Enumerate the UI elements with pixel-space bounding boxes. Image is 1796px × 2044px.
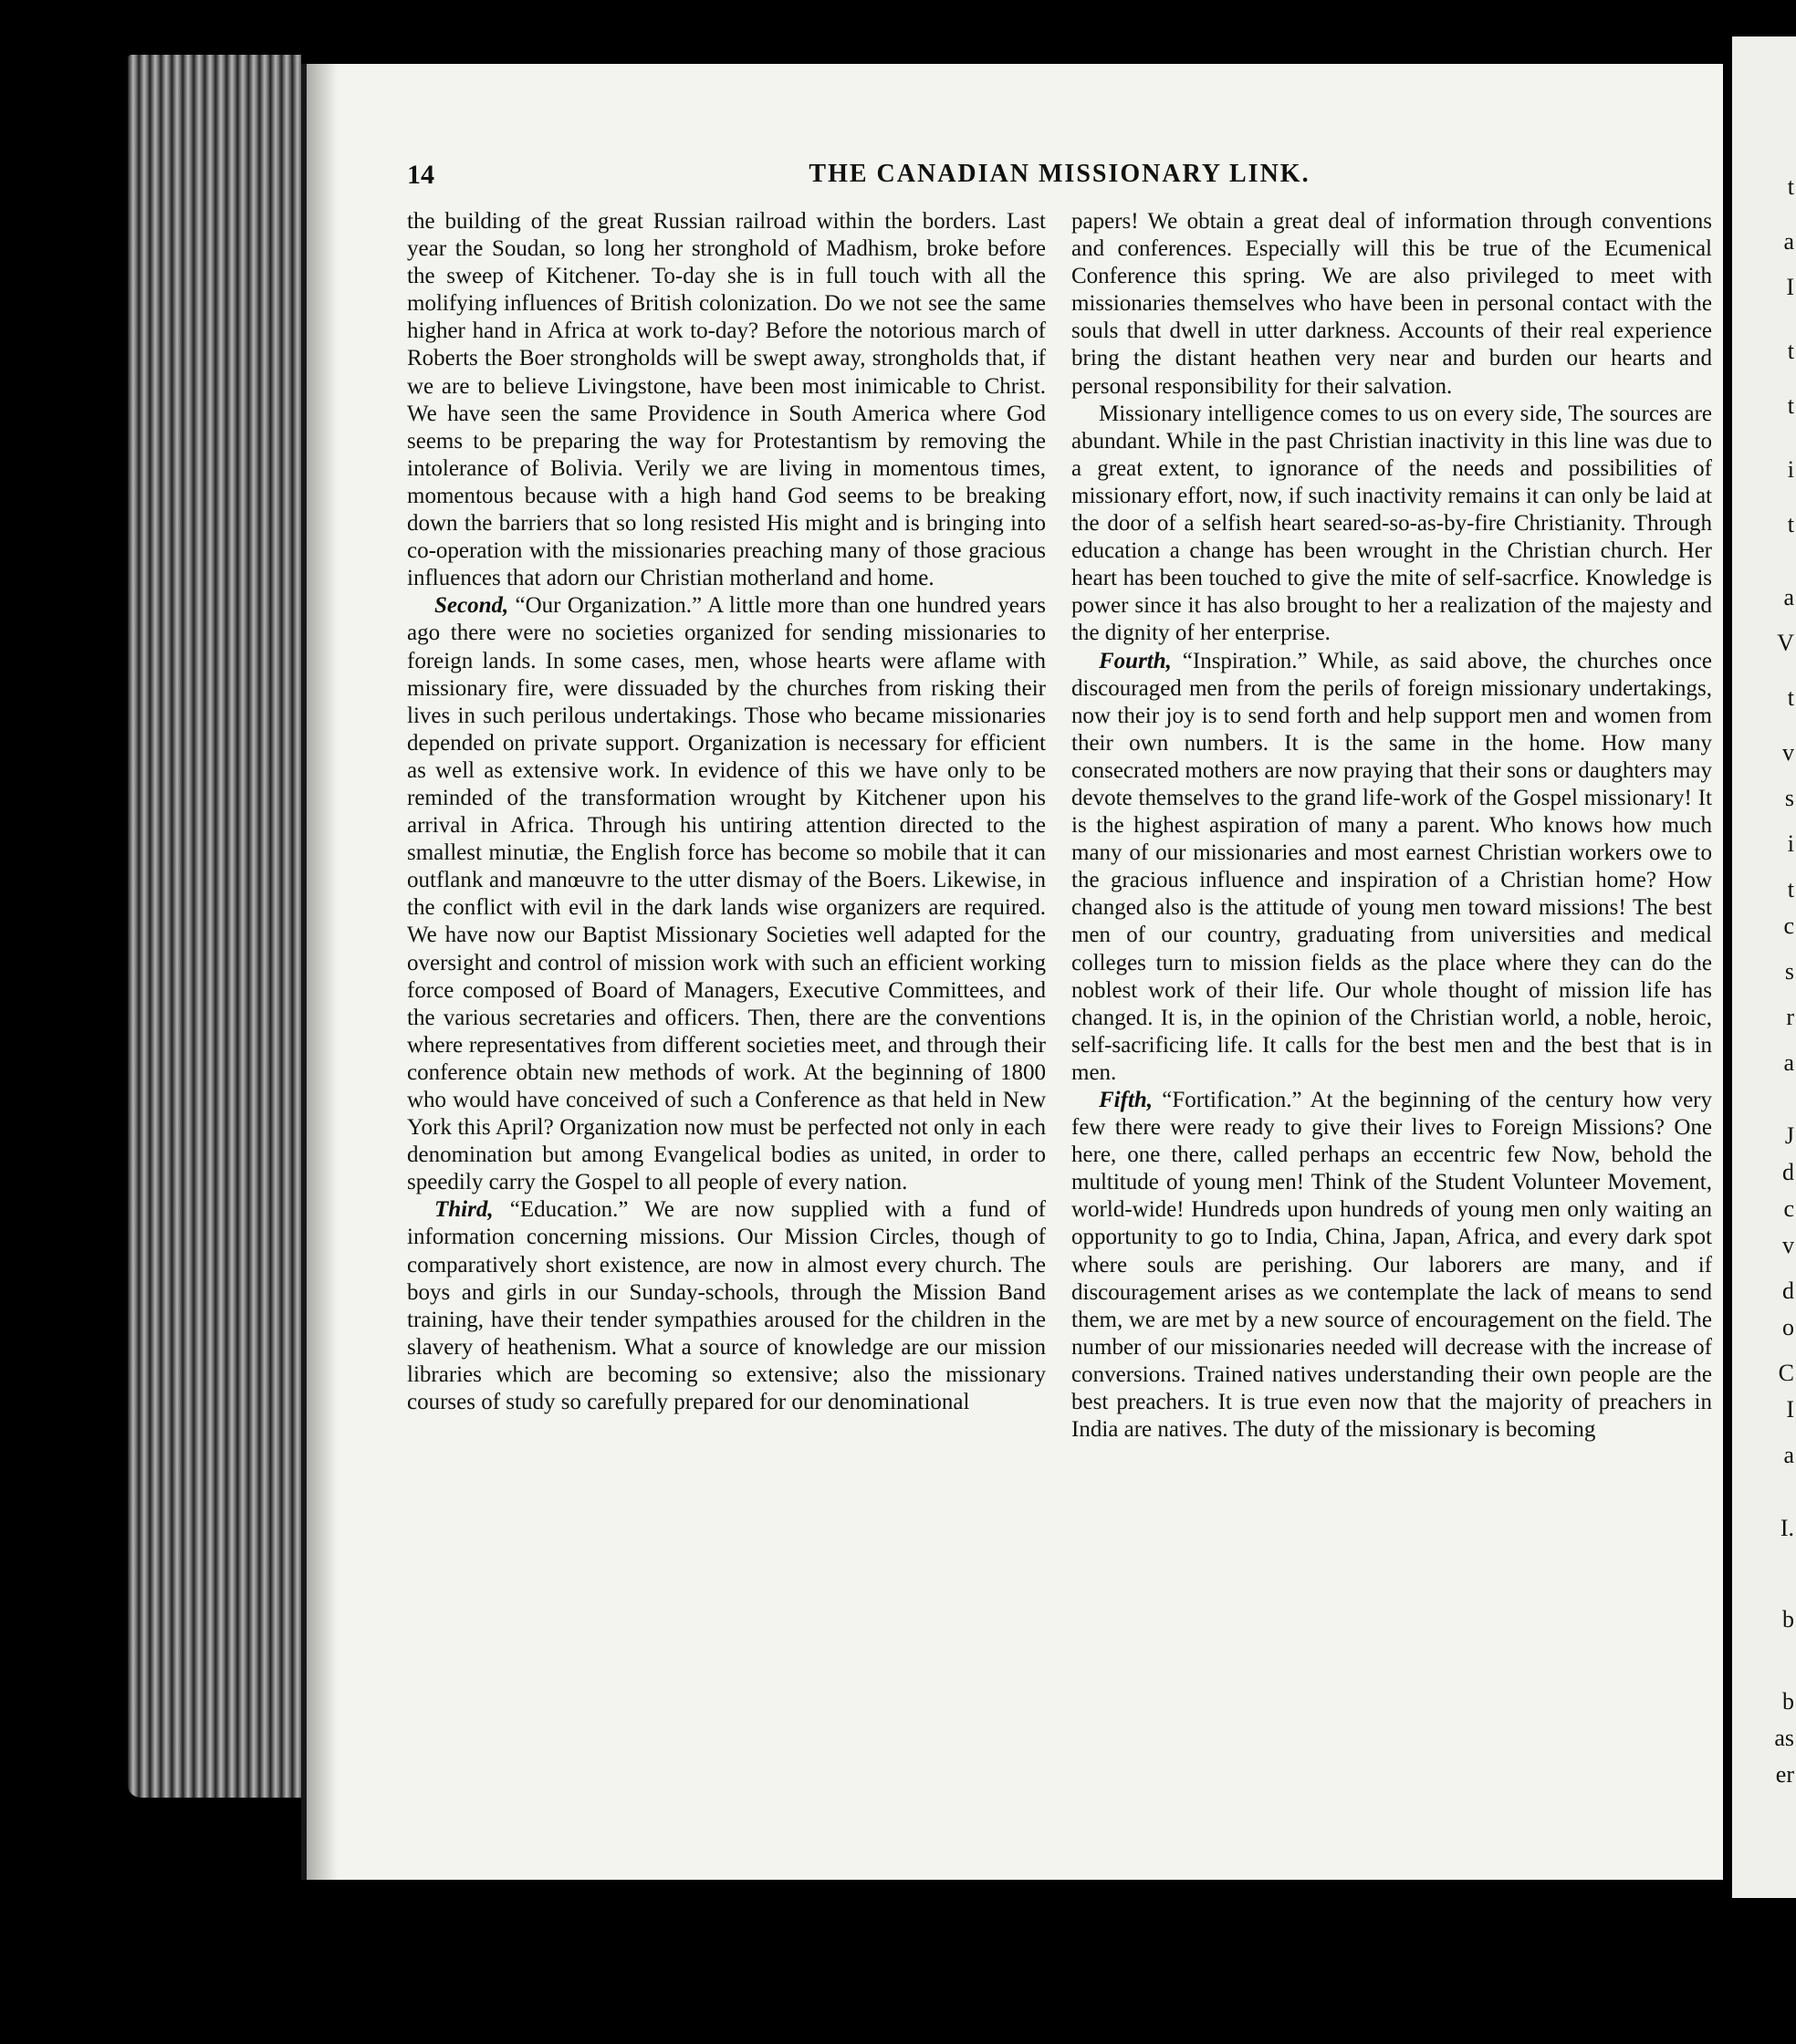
paragraph-text: “Our Organization.” A little more than one hundred years ago there were no societies organized for sending missionaries to foreign lands. In some cases, men, whose hearts were aflame with missionary fire, were dissuaded by the churches from risking their lives in such perilous undertakings. Those who became missionaries depended on private support. Organization is necessary for efficient as well as extensive work. In evidence of this we have only to be reminded of the transformation wrought by Kitchener upon his arrival in Africa. Through his untiring attention directed to the smallest minutiæ, the English force has become so mobile that it can outflank and manœuvre to the utter dismay of the Boers. Likewise, in the conflict with evil in the dark lands wise organizers are required. We have now our Baptist Missionary Societies well adapted for the oversight and control of mission work with such an efficient working force composed of Board of Managers, Executive Committees, and the various secretaries and officers. Then, there are the conventions where representatives from different societies meet, and through their conference obtain new methods of work. At the beginning of 1800 who would have conceived of such a Conference as that held in New York this April? Organization now must be perfected not only in each denomination but among Evangelical bodies as united, in order to speedily carry the Gospel to all people of every nation. [407,593,1047,1195]
paragraph-lead: Third, [434,1197,494,1223]
margin-fragment: i [1787,456,1794,483]
margin-fragment: t [1787,173,1794,200]
margin-fragment: i [1787,830,1794,857]
margin-fragment: I. [1780,1515,1794,1541]
margin-fragment: J [1784,1122,1794,1149]
page-gutter [1723,36,1732,1898]
running-head [407,160,1712,207]
journal-page [301,64,1730,1880]
paragraph-lead: Fourth, [1099,648,1172,673]
margin-fragment: er [1775,1761,1794,1788]
margin-fragment: I [1786,274,1794,300]
margin-fragment: a [1783,1049,1794,1076]
page-number: 14 [407,160,434,190]
paragraph [407,592,1046,1196]
paragraph [407,1196,1046,1416]
margin-fragment: r [1786,1004,1794,1030]
margin-fragment: b [1782,1688,1794,1715]
paragraph: papers! We obtain a great deal of information through conventions and conferences. Especially will this be true of the Ecumenical Conference this spring. We are also privileged to meet with missionaries themselves who have been in personal contact with the souls that dwell in utter darkness. Accounts of their real experience bring the distant heathen very near and burden our hearts and personal responsibility for their salvation. [1071,209,1712,399]
margin-fragment: t [1787,338,1794,364]
paragraph: Missionary intelligence comes to us on every side, The sources are abundant. While in the past Christian inactivity in this line was due to a great extent, to ignorance of the needs and possibilities of missionary effort, now, if such inactivity remains it can only be laid at the door of a selfish heart seared-so-as-by-fire Christianity. Through education a change has been wrought in the Christian church. Her heart has been touched to give the mite of self-sacrfice. Knowledge is power since it has also brought to her a realization of the majesty and the dignity of her enterprise. [1071,401,1712,646]
journal-title: THE CANADIAN MISSIONARY LINK. [809,160,1310,188]
margin-fragment: c [1783,1195,1794,1222]
paragraph [1071,648,1712,1088]
margin-fragment: a [1783,1442,1794,1468]
margin-fragment: as [1774,1725,1794,1751]
right-column [1071,208,1712,1444]
margin-fragment: d [1782,1278,1794,1304]
paragraph-text: “Inspiration.” While, as said above, the churches once discouraged men from the perils of foreign missionary undertakings, now their joy is to send forth and help support men and women from their own numbers. It is the same in the home. How many consecrated mothers are now praying that their sons or daughters may devote themselves to the grand life-work of the Gospel missionary! It is the highest aspiration of many a parent. Who knows how much many of our missionaries and most earnest Christian workers owe to the gracious influence and inspiration of a Christian home? How changed also is the attitude of young men toward missions! The best men of our country, graduating from universities and medical colleges turn to mission fields as the place where they can do the noblest work of their life. Our whole thought of mission life has changed. It is, in the opinion of the Christian world, a noble, heroic, self-sacrificing life. It calls for the best men and the best that is in men. [1071,648,1712,1085]
margin-fragment: t [1787,684,1794,711]
margin-fragment: V [1777,630,1794,656]
margin-fragment: v [1782,739,1794,766]
paragraph-text: “Education.” We are now supplied with a fund of information concerning missions. Our Mission Circles, though of comparatively short existence, are now in almost every church. The boys and girls in our Sunday-schools, through the Mission Band training, have their tender sympathies aroused for the children in the slavery of heathenism. What a source of knowledge are our mission libraries which are becoming so extensive; also the missionary courses of study so carefully prepared for our denominational [407,1197,1046,1415]
margin-fragment: a [1783,584,1794,610]
paragraph-lead: Fifth, [1099,1088,1154,1112]
margin-fragment: d [1782,1159,1794,1185]
paragraph-lead: Second, [434,593,509,619]
paragraph [1071,1087,1712,1444]
paragraph-text: “Fortification.” At the beginning of the century how very few there were ready to give their lives to Foreign Missions? One here, one there, called perhaps an eccentric few Now, behold the multitude of young men! Think of the Student Volunteer Movement, world-wide! Hundreds upon hundreds of young men only waiting an opportunity to go to India, China, Japan, Africa, and every dark spot where souls are perishing. Our laborers are many, and if discouragement arises as we contemplate the lack of means to send them, we are met by a new source of encouragement on the field. The number of our missionaries needed will decrease with the increase of conversions. Trained natives understanding their own people are the best preachers. It is true even now that the majority of preachers in India are natives. The duty of the missionary is becoming [1071,1088,1713,1443]
paragraph: the building of the great Russian railroad within the borders. Last year the Soudan, so long her stronghold of Madhism, broke before the sweep of Kitchener. To-day she is in full touch with all the molifying influences of British colonization. Do we not see the same higher hand in Africa at work to-day? Before the notorious march of Roberts the Boer strongholds will be swept away, strongholds that, if we are to believe Livingstone, have been most inimicable to Christ. We have seen the same Providence in South America where God seems to be preparing the way for Protestantism by removing the intolerance of Bolivia. Verily we are living in momentous times, momentous because with a high hand God seems to be breaking down the barriers that so long resisted His might and is bringing into co-operation with the missionaries preaching many of those gracious influences that adorn our Christian motherland and home. [407,209,1046,591]
margin-fragment: c [1783,912,1794,939]
margin-fragment: b [1782,1606,1794,1632]
margin-fragment: t [1787,876,1794,902]
margin-fragment: v [1782,1232,1794,1258]
next-page-margin [1732,36,1796,1898]
margin-fragment: s [1784,785,1794,811]
margin-fragment: a [1783,228,1794,255]
margin-fragment: I [1786,1396,1794,1423]
margin-fragment: C [1778,1360,1794,1386]
margin-fragment: s [1784,958,1794,985]
left-column [407,208,1046,1416]
book-page-edges [128,55,301,1798]
margin-fragment: t [1787,511,1794,537]
margin-fragment: o [1782,1314,1794,1340]
gutter-shadow [301,64,338,1880]
margin-fragment: t [1787,392,1794,419]
